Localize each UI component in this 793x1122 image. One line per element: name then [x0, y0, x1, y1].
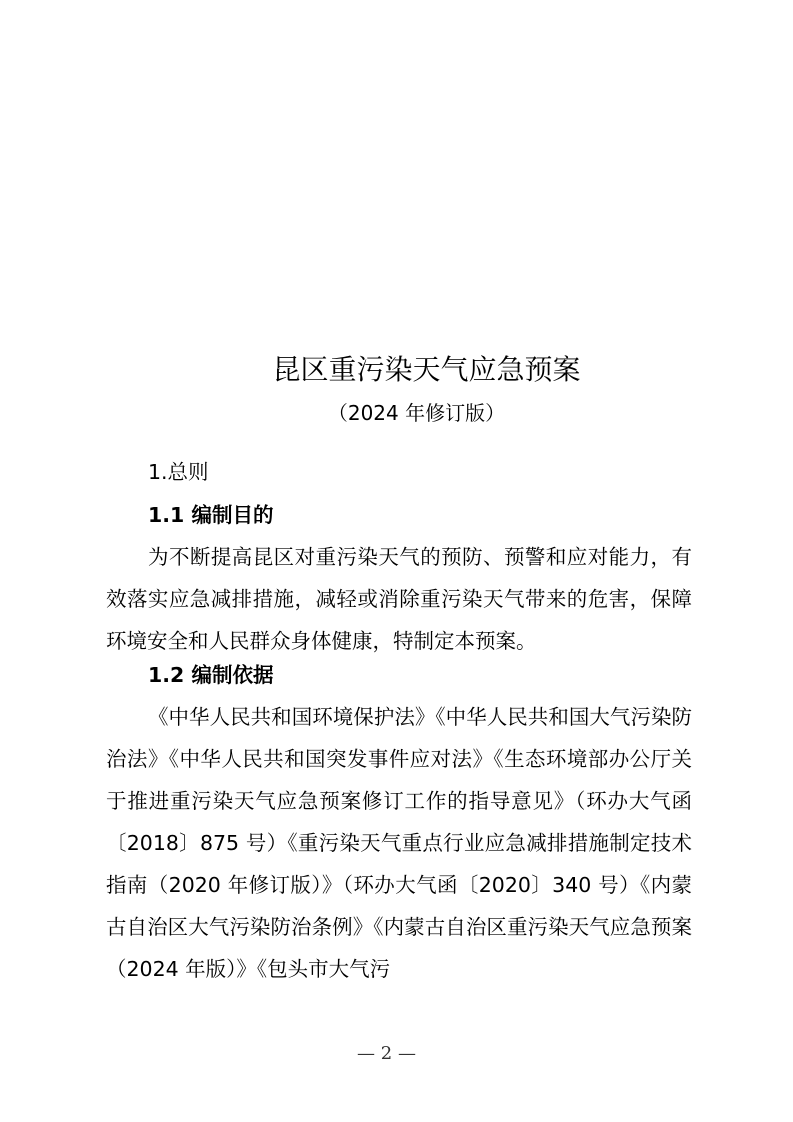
section-heading-general: 1.总则	[148, 460, 209, 484]
paragraph-purpose: 为不断提高昆区对重污染天气的预防、预警和应对能力，有效落实应急减排措施，减轻或消除重污染天气带来的危害，保障环境安全和人民群众身体健康，特制定本预案。	[106, 545, 692, 653]
section-heading-purpose: 1.1 编制目的	[148, 503, 274, 527]
page-number: — 2 —	[357, 1043, 416, 1064]
paragraph-basis: 《中华人民共和国环境保护法》《中华人民共和国大气污染防治法》《中华人民共和国突发事件应对法》《生态环境部办公厅关于推进重污染天气应急预案修订工作的指导意见》（环办大气函〔2018〕875 号）《重污染天气重点行业应急减排措施制定技术指南（2020 年修订版）》（环办大气函〔2020〕340 号）《内蒙古自治区大气污染防治条例》《内蒙古自治区重污染天气应急预案（2024 年版）》《包头市大气污	[106, 705, 692, 981]
document-subtitle: （2024 年修订版）	[327, 401, 506, 425]
document-title: 昆区重污染天气应急预案	[272, 353, 581, 386]
section-heading-basis: 1.2 编制依据	[148, 663, 274, 687]
